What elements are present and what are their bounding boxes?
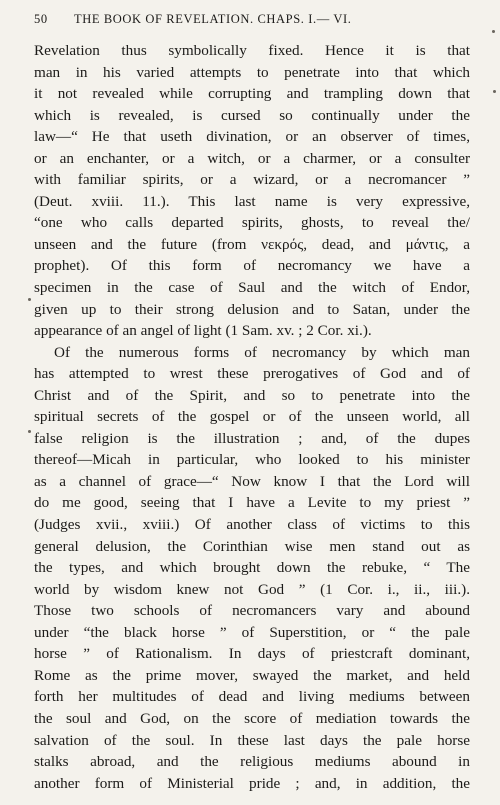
- text-line: forth her multitudes of dead and living mediums between: [34, 688, 470, 706]
- text-line: horse ” of Rationalism. In days of priestcraft dominant,: [34, 645, 470, 663]
- text-line: the types, and which brought down the rebuke, “ The: [34, 559, 470, 577]
- text-line: false religion is the illustration ; and, of the dupes: [34, 429, 470, 447]
- text-line: with familiar spirits, or a wizard, or a necromancer ”: [34, 171, 470, 189]
- text-line: prophet). Of this form of necromancy we have a: [34, 257, 470, 275]
- page-number: 50: [34, 12, 48, 26]
- ink-speck: [492, 30, 495, 33]
- text-line: Those two schools of necromancers vary and abound: [34, 602, 470, 620]
- text-line: another form of Ministerial pride ; and, in addition, the: [34, 774, 470, 792]
- text-line: given up to their strong delusion and to Satan, under the: [34, 300, 470, 318]
- text-line: Of the numerous forms of necromancy by which man: [54, 343, 470, 361]
- text-line: under “the black horse ” of Superstition, or “ the pale: [34, 623, 470, 641]
- text-line: as a channel of grace—“ Now know I that the Lord will: [34, 472, 470, 490]
- paragraph: [34, 40, 470, 342]
- text-line: Rome as the prime mover, swayed the market, and held: [34, 666, 470, 684]
- text-line: world by wisdom knew not God ” (1 Cor. i., ii., iii.).: [34, 580, 470, 598]
- text-line: (Deut. xviii. 11.). This last name is very expressive,: [34, 192, 470, 210]
- text-line: has attempted to wrest these prerogatives of God and of: [34, 365, 470, 383]
- text-line: unseen and the future (from νεκρός, dead, and μάντις, a: [34, 235, 470, 253]
- text-line: stalks abroad, and the religious mediums abound in: [34, 753, 470, 771]
- text-line: thereof—Micah in particular, who looked to his minister: [34, 451, 470, 469]
- text-line: it not revealed while corrupting and trampling down that: [34, 85, 470, 103]
- text-line: salvation of the soul. In these last days the pale horse: [34, 731, 470, 749]
- text-line: specimen in the case of Saul and the witch of Endor,: [34, 279, 470, 297]
- text-line: or an enchanter, or a witch, or a charmer, or a consulter: [34, 149, 470, 167]
- text-line: spiritual secrets of the gospel or of the unseen world, all: [34, 408, 470, 426]
- text-line: the soul and God, on the score of mediation towards the: [34, 709, 470, 727]
- ink-speck: [28, 430, 31, 433]
- text-line: appearance of an angel of light (1 Sam. xv. ; 2 Cor. xi.).: [34, 322, 372, 340]
- text-line: general delusion, the Corinthian wise men stand out as: [34, 537, 470, 555]
- text-line: law—“ He that useth divination, or an observer of times,: [34, 128, 470, 146]
- text-line: Revelation thus symbolically fixed. Hence it is that: [34, 42, 470, 59]
- text-line: which is revealed, is cursed so continually under the: [34, 106, 470, 124]
- text-line: (Judges xvii., xviii.) Of another class of victims to this: [34, 516, 470, 534]
- paragraph: [34, 342, 470, 794]
- text-line: Christ and of the Spirit, and so to penetrate into the: [34, 386, 470, 404]
- running-title: THE BOOK OF REVELATION. CHAPS. I.— VI.: [74, 12, 352, 26]
- ink-speck: [28, 298, 31, 301]
- text-line: “one who calls departed spirits, ghosts, to reveal the/: [34, 214, 470, 232]
- text-line: man in his varied attempts to penetrate into that which: [34, 63, 470, 81]
- running-head: [34, 12, 470, 32]
- ink-speck: [493, 90, 496, 93]
- body-text: [34, 40, 470, 794]
- text-line: do me good, seeing that I have a Levite to my priest ”: [34, 494, 470, 512]
